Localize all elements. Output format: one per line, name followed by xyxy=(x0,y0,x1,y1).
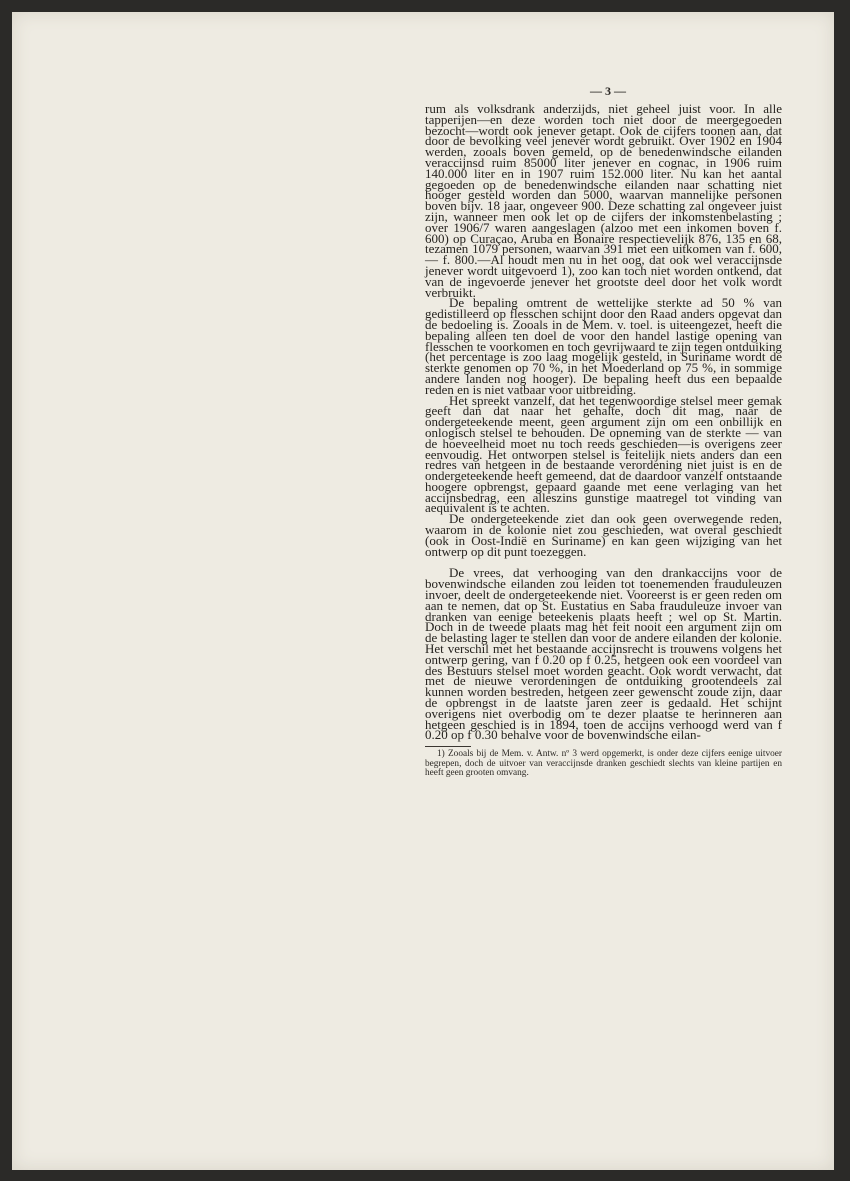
paragraph-5: De vrees, dat verhooging van den drankaccijns voor de bovenwindsche eilanden zou leiden tot toenemenden frauduleuzen invoer, deelt de ondergeteekende niet. Vooreerst is er geen reden om aan te nemen, dat op St. Eustatius en Saba frauduleuze invoer van dranken van eenige beteekenis plaats heeft ; wel op St. Martin. Doch in de tweede plaats mag het feit nooit een argument zijn om de belasting lager te stellen dan voor de andere eilanden der kolonie. Het verschil met het bestaande accijnsrecht is trouwens volgens het ontwerp gering, van f 0.20 op f 0.25, hetgeen ook een voordeel van des Bestuurs stelsel moet worden geacht. Ook wordt verwacht, dat met de nieuwe verordeningen de ontduiking grootendeels zal kunnen worden bestreden, hetgeen zeer gewenscht zoude zijn, daar de opbrengst in de laatste jaren zeer is gedaald. Het schijnt overigens niet overbodig om te dezer plaatse te herinneren aan hetgeen geschied is in 1894, toen de accijns verhoogd werd van f 0.20 op f 0.30 behalve voor de bovenwindsche eilan- xyxy=(425,565,782,743)
text-column xyxy=(425,101,782,779)
footnote: 1) Zooals bij de Mem. v. Antw. nº 3 werd opgemerkt, is onder deze cijfers eenige uitvoer begrepen, doch de uitvoer van veraccijnsde dranken geschiedt slechts van kleine partijen en heeft geen grooten omvang. xyxy=(425,749,782,779)
paragraph-4: De ondergeteekende ziet dan ook geen overwegende reden, waarom in de kolonie niet zou geschieden, wat overal geschiedt (ook in Oost-Indië en Suriname) en kan geen wijziging van het ontwerp op dit punt toezeggen. xyxy=(425,511,782,559)
document-page xyxy=(12,12,834,1170)
footnote-divider xyxy=(425,746,471,747)
paragraph-2: De bepaling omtrent de wettelijke sterkte ad 50 % van gedistilleerd op flesschen schijnt door den Raad anders opgevat dan de bedoeling is. Zooals in de Mem. v. toel. is uiteengezet, heeft die bepaling alleen ten doel de voor den handel lastige opening van flesschen te voorkomen en toch gevrijwaard te zijn tegen ontduiking (het percentage is zoo laag mogelijk gesteld, in Suriname wordt de sterkte genomen op 70 %, in het Moederland op 75 %, in sommige andere landen nog hooger). De bepaling heeft dus een bepaalde reden en is niet vatbaar voor uitbreiding. xyxy=(425,295,782,397)
page-number: — 3 — xyxy=(590,84,626,98)
paragraph-1: rum als volksdrank anderzijds, niet geheel juist voor. In alle tapperijen—en deze worden toch niet door de meergegoeden bezocht—wordt ook jenever getapt. Ook de cijfers toonen aan, dat door de bevolking veel jenever wordt gebruikt. Over 1902 en 1904 werden, zooals boven gemeld, op de benedenwindsche eilanden veraccijnsd ruim 85000 liter jenever en cognac, in 1906 ruim 140.000 liter en in 1907 ruim 152.000 liter. Nu kan het aantal gegoeden op de benedenwindsche eilanden naar schatting niet hooger gesteld worden dan 5000, waarvan mannelijke personen boven bijv. 18 jaar, ongeveer 900. Deze schatting zal ongeveer juist zijn, wanneer men ook let op de cijfers der inkomstenbelasting ; over 1906/7 waren aangeslagen (alzoo met een inkomen boven f. 600) op Curaçao, Aruba en Bonaire respectievelijk 876, 135 en 68, tezamen 1079 personen, waarvan 391 met een uitkomen van f. 600,— f. 800.—Al houdt men nu in het oog, dat ook wel veraccijnsde jenever wordt uitgevoerd 1), zoo kan toch niet worden ontkend, dat van de ingevoerde jenever het grootste deel door het volk wordt verbruikt. xyxy=(425,101,782,300)
paragraph-3: Het spreekt vanzelf, dat het tegenwoordige stelsel meer gemak geeft dan dat naar het gehalte, doch dit mag, naar de ondergeteekende meent, geen argument zijn om een onbillijk en onlogisch stelsel te behouden. De opneming van de sterkte — van de hoeveelheid moet nu toch reeds geschieden—is overigens zeer eenvoudig. Het ontworpen stelsel is feitelijk niets anders dan een redres van hetgeen in de bestaande verordening niet juist is en de ondergeteekende heeft gemeend, dat de daardoor vanzelf ontstaande hoogere opbrengst, gepaard gaande met eene verlaging van het accijnsbedrag, een alleszins gunstige maatregel tot vinding van aequivalent is te achten. xyxy=(425,392,782,516)
